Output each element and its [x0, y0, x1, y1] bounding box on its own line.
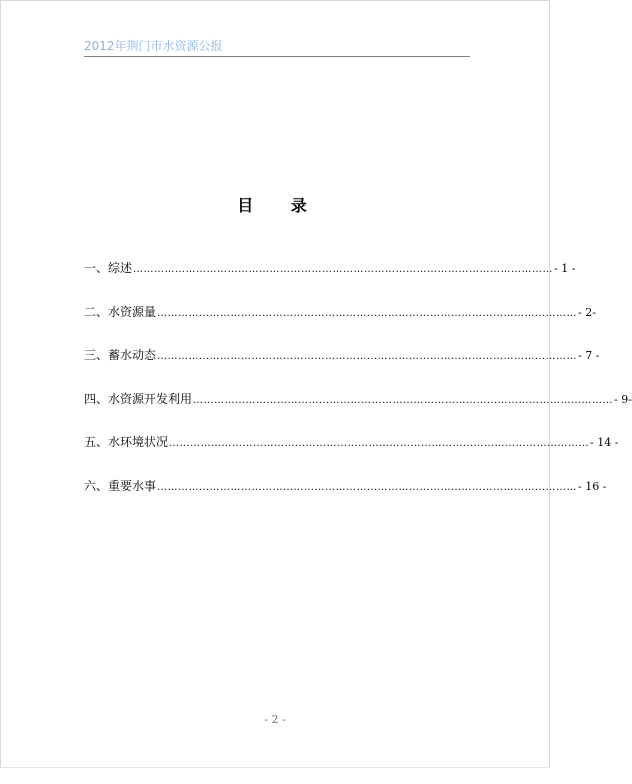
toc-leader-dots: ………………………………………………………………………………………………………… [157, 481, 578, 493]
toc-leader-dots: ………………………………………………………………………………………………………… [169, 438, 590, 450]
toc-entry-page: - 14 - [590, 436, 619, 450]
toc-entry-page: - 1 - [554, 262, 576, 275]
toc-entry-overview[interactable] [84, 260, 576, 304]
toc-entry-environment[interactable] [84, 434, 619, 478]
page-bottom-edge [0, 767, 550, 784]
running-header [84, 38, 470, 57]
toc-entry-label: 六、重要水事 [84, 478, 157, 493]
toc-entry-label: 五、水环境状况 [84, 435, 169, 450]
toc-entry-label: 三、蓄水动态 [84, 348, 157, 363]
toc-entry-water-resources[interactable] [84, 304, 596, 348]
toc-list [84, 260, 632, 522]
toc-leader-dots: ………………………………………………………………………………………………………… [157, 351, 578, 363]
toc-entry-label: 四、水资源开发利用 [84, 391, 193, 406]
footer-page-number: - 2 - [264, 713, 286, 726]
toc-entry-page: - 9- [614, 392, 632, 406]
toc-leader-dots: ………………………………………………………………………………………………………… [157, 307, 578, 319]
toc-title: 目 录 [237, 196, 323, 215]
toc-leader-dots: ………………………………………………………………………………………………………… [193, 394, 614, 406]
toc-entry-label: 二、水资源量 [84, 304, 157, 319]
toc-entry-storage[interactable] [84, 347, 600, 391]
toc-entry-development[interactable] [84, 391, 632, 435]
header-title: 2012年荆门市水资源公报 [84, 39, 223, 53]
toc-entry-page: - 7 - [578, 349, 600, 363]
toc-entry-events[interactable] [84, 478, 607, 522]
toc-entry-page: - 16 - [578, 479, 607, 493]
toc-entry-label: 一、综述 [84, 261, 133, 275]
toc-entry-page: - 2- [578, 305, 596, 319]
toc-leader-dots: ………………………………………………………………………………………………………… [133, 264, 554, 275]
